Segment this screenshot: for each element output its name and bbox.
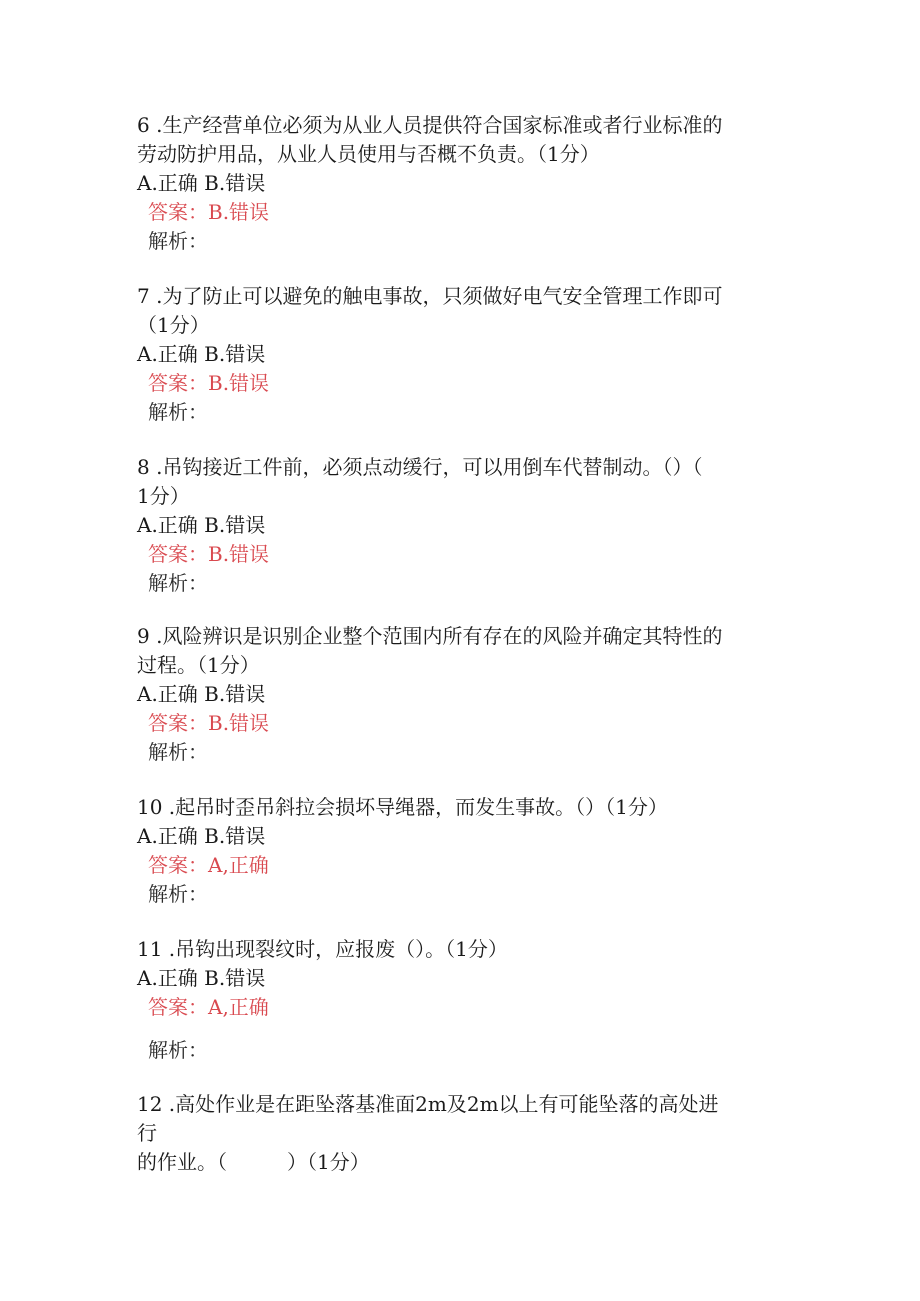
answer-text: 答案：B.错误: [148, 542, 270, 566]
question-text: 行: [137, 1121, 157, 1145]
question-text: 6 .生产经营单位必须为从业人员提供符合国家标准或者行业标准的: [137, 113, 723, 137]
analysis-label: 解析：: [148, 740, 208, 764]
answer-text: 答案：A,正确: [148, 853, 269, 877]
analysis-label: 解析：: [148, 1038, 208, 1062]
question-text: （1分）: [137, 313, 210, 337]
question-text: 的作业。（ ）（1分）: [137, 1150, 370, 1174]
analysis-label: 解析：: [148, 400, 208, 424]
question-options: A.正确 B.错误: [137, 824, 266, 848]
answer-text: 答案：B.错误: [148, 711, 270, 735]
question-options: A.正确 B.错误: [137, 342, 266, 366]
answer-text: 答案：B.错误: [148, 200, 270, 224]
question-options: A.正确 B.错误: [137, 171, 266, 195]
analysis-label: 解析：: [148, 882, 208, 906]
question-text: 10 .起吊时歪吊斜拉会损坏导绳器，而发生事故。（）（1分）: [137, 795, 668, 819]
analysis-label: 解析：: [148, 571, 208, 595]
answer-text: 答案：A,正确: [148, 995, 269, 1019]
analysis-label: 解析：: [148, 229, 208, 253]
question-options: A.正确 B.错误: [137, 513, 266, 537]
question-options: A.正确 B.错误: [137, 966, 266, 990]
question-text: 1分）: [137, 484, 190, 508]
question-text: 9 .风险辨识是识别企业整个范围内所有存在的风险并确定其特性的: [137, 624, 723, 648]
question-text: 7 .为了防止可以避免的触电事故，只须做好电气安全管理工作即可: [137, 284, 723, 308]
answer-text: 答案：B.错误: [148, 371, 270, 395]
question-text: 8 .吊钩接近工件前，必须点动缓行，可以用倒车代替制动。（）（: [137, 455, 703, 479]
question-text: 11 .吊钩出现裂纹时，应报废（）。（1分）: [137, 937, 508, 961]
question-options: A.正确 B.错误: [137, 682, 266, 706]
question-text: 12 .高处作业是在距坠落基准面2m及2m以上有可能坠落的高处进: [137, 1092, 719, 1116]
question-text: 过程。（1分）: [137, 653, 260, 677]
question-text: 劳动防护用品，从业人员使用与否概不负责。（1分）: [137, 142, 600, 166]
